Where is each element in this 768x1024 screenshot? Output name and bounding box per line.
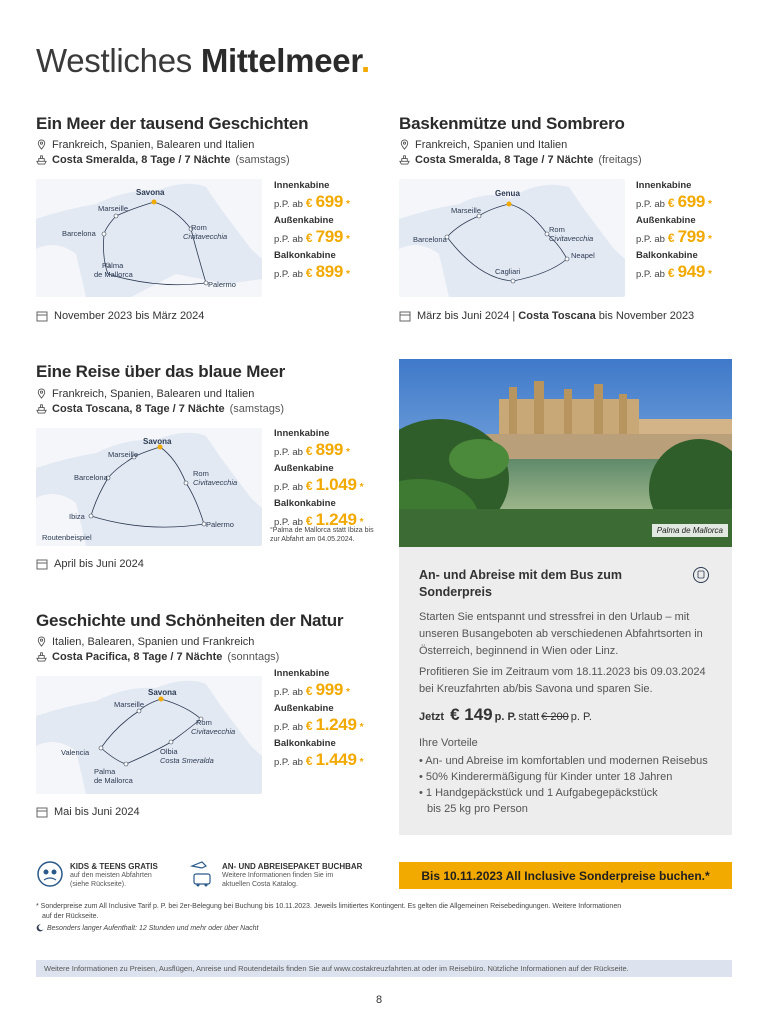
cabin-label: Außenkabine xyxy=(274,463,334,474)
cruise-1-date xyxy=(36,310,204,322)
cruise-4-title: Geschichte und Schönheiten der Natur xyxy=(36,611,344,630)
cruise-2-date xyxy=(399,310,694,322)
port-label: de Mallorca xyxy=(94,270,133,279)
bus-title: An- und Abreise mit dem Bus zum Sonderpreis xyxy=(419,568,623,599)
price-row xyxy=(636,262,712,280)
port-label: Marseille xyxy=(108,450,139,459)
cruise-4-region xyxy=(36,634,254,649)
plane-bus-icon xyxy=(188,858,216,890)
cruise-4-map xyxy=(36,676,262,794)
region-text: Frankreich, Spanien und Italien xyxy=(415,138,568,151)
palma-photo xyxy=(399,359,732,547)
now-pp: p. P. xyxy=(494,711,517,723)
travel-pkg-text-1: Weitere Informationen finden Sie im xyxy=(222,872,334,879)
weekday-text: (freitags) xyxy=(598,153,642,166)
bus-glyph-icon xyxy=(697,570,705,580)
currency: € xyxy=(667,266,675,280)
cruise-4-ship xyxy=(36,649,279,664)
cruise-1-title: Ein Meer der tausend Geschichten xyxy=(36,114,309,133)
port-label: Savona xyxy=(143,437,172,446)
travel-pkg-text-2: aktuellen Costa Katalog. xyxy=(222,881,298,888)
book-now-button[interactable]: Bis 10.11.2023 All Inclusive Sonderpreise buchen.* xyxy=(399,862,732,889)
region-text: Frankreich, Spanien, Balearen und Italien xyxy=(52,138,255,151)
cabin-label: Balkonkabine xyxy=(274,738,336,749)
weekday-text: (samstags) xyxy=(229,402,285,415)
date-text: November 2023 bis März 2024 xyxy=(54,310,205,322)
pp-label: p.P. ab xyxy=(274,199,303,210)
photo-caption: Palma de Mallorca xyxy=(652,524,728,537)
cathedral-image xyxy=(399,359,732,547)
asterisk: * xyxy=(708,199,712,210)
old-pp: p. P. xyxy=(570,711,592,723)
currency: € xyxy=(305,266,313,280)
cruise-3-note: °Palma de Mallorca statt Ibiza bis zur Abfahrt am 04.05.2024. xyxy=(270,527,374,543)
port-label: Palermo xyxy=(206,520,234,529)
asterisk: * xyxy=(359,517,364,528)
weekday-text: (samstags) xyxy=(235,153,290,166)
ship-text: Costa Smeralda, 8 Tage / 7 Nächte xyxy=(415,153,594,166)
price-row xyxy=(274,750,364,768)
adv-title: Ihre Vorteile xyxy=(419,737,478,749)
port-label: Civitavecchia xyxy=(191,727,236,736)
price-value: 699 xyxy=(677,192,706,211)
price-row xyxy=(274,262,350,280)
asterisk: * xyxy=(346,687,350,698)
port-label: Barcelona xyxy=(74,473,108,482)
price-value: 1.249 xyxy=(315,715,357,734)
price-row xyxy=(636,227,712,245)
date-text: Mai bis Juni 2024 xyxy=(54,806,140,818)
bus-paragraph-1: Starten Sie entspannt und stressfrei in den Urlaub – mit unseren Busangeboten ab verschiedenen Abfahrtsorten in Österreich, beginnend in Wien oder Linz. xyxy=(419,611,703,657)
port-label: Savona xyxy=(136,188,165,197)
price-value: 899 xyxy=(315,262,344,281)
cruise-3-title: Eine Reise über das blaue Meer xyxy=(36,362,286,381)
currency: € xyxy=(305,444,313,458)
port-label: de Mallorca xyxy=(94,776,133,785)
cabin-label: Innenkabine xyxy=(274,428,330,439)
currency: € xyxy=(305,684,313,698)
port-label: Palma xyxy=(94,767,116,776)
route-map-2 xyxy=(399,179,625,297)
pp-label: p.P. ab xyxy=(274,482,303,493)
port-label: Rom xyxy=(193,469,209,478)
date-part: bis November 2023 xyxy=(595,310,695,322)
pp-label: p.P. ab xyxy=(636,269,665,280)
footnote-2 xyxy=(36,924,258,932)
cabin-label: Balkonkabine xyxy=(274,498,336,509)
bus-info-box xyxy=(399,547,732,835)
calendar-icon xyxy=(399,310,411,322)
moon-icon xyxy=(36,924,44,932)
calendar-icon xyxy=(36,558,48,570)
price-value: 899 xyxy=(315,440,344,459)
kids-title: KIDS & TEENS GRATIS xyxy=(70,862,158,871)
location-pin-icon xyxy=(399,139,410,150)
price-row xyxy=(274,440,364,458)
price-row xyxy=(636,192,712,210)
price-row xyxy=(274,475,364,493)
asterisk: * xyxy=(359,722,364,733)
title-light: Westliches xyxy=(36,42,201,79)
port-label: Marseille xyxy=(451,206,482,215)
cruise-2-region xyxy=(399,137,567,152)
adv-item: • 50% Kinderermäßigung für Kinder unter 18 Jahren xyxy=(419,771,673,783)
ship-icon xyxy=(36,154,47,165)
cruise-2-ship xyxy=(399,152,642,167)
price-value: 699 xyxy=(315,192,344,211)
cabin-label: Außenkabine xyxy=(274,703,334,714)
asterisk: * xyxy=(708,234,712,245)
date-text xyxy=(417,310,694,322)
location-pin-icon xyxy=(36,388,47,399)
page-title xyxy=(36,42,370,80)
travel-package-info xyxy=(188,858,388,894)
cruise-1-map xyxy=(36,179,262,297)
title-bold: Mittelmeer xyxy=(200,42,362,79)
cabin-label: Innenkabine xyxy=(274,668,330,679)
price-row xyxy=(274,510,364,528)
port-label: Olbia xyxy=(160,747,178,756)
kids-text-2: (siehe Rückseite). xyxy=(70,881,127,888)
currency: € xyxy=(305,196,313,210)
port-label: Civitavecchia xyxy=(549,234,594,243)
map-caption: Routenbeispiel xyxy=(42,533,92,542)
location-pin-icon xyxy=(36,139,47,150)
route-map-3 xyxy=(36,428,262,546)
cruise-3-prices xyxy=(274,428,364,533)
region-text: Italien, Balearen, Spanien und Frankreich xyxy=(52,635,255,648)
cruise-3-map xyxy=(36,428,262,546)
pp-label: p.P. ab xyxy=(274,687,303,698)
port-label: Neapel xyxy=(571,251,595,260)
adv-list xyxy=(419,753,708,817)
price-value: 1.449 xyxy=(315,750,357,769)
cabin-label: Innenkabine xyxy=(274,180,330,191)
cruise-4-date xyxy=(36,806,140,818)
port-label: Valencia xyxy=(61,748,90,757)
price-row xyxy=(274,192,350,210)
currency: € xyxy=(305,479,313,493)
ship-text: Costa Toscana, 8 Tage / 7 Nächte xyxy=(52,402,225,415)
currency: € xyxy=(667,231,675,245)
now-label: Jetzt xyxy=(419,711,445,723)
port-label: Palma xyxy=(102,261,124,270)
date-ship: Costa Toscana xyxy=(518,310,596,322)
ship-text: Costa Smeralda, 8 Tage / 7 Nächte xyxy=(52,153,231,166)
port-label: Barcelona xyxy=(413,235,447,244)
adv-item: • 1 Handgepäckstück und 1 Aufgabegepäckstück xyxy=(419,787,658,799)
cruise-2-map xyxy=(399,179,625,297)
cabin-label: Balkonkabine xyxy=(274,250,336,261)
ship-icon xyxy=(36,651,47,662)
region-text: Frankreich, Spanien, Balearen und Italien xyxy=(52,387,255,400)
ship-icon xyxy=(399,154,410,165)
port-label: Genua xyxy=(495,189,520,198)
cruise-1-prices xyxy=(274,180,350,285)
calendar-icon xyxy=(36,806,48,818)
bus-paragraph-2: Profitieren Sie im Zeitraum vom 18.11.2023 bis 09.03.2024 bei Kreuzfahrten ab/bis Savona und sparen Sie. xyxy=(419,666,706,695)
kids-text-1: auf den meisten Abfahrten xyxy=(70,872,152,879)
cruise-3-ship xyxy=(36,401,284,416)
footnote-2-text: Besonders langer Aufenthalt: 12 Stunden und mehr oder über Nacht xyxy=(47,924,259,932)
pp-label: p.P. ab xyxy=(274,722,303,733)
pp-label: p.P. ab xyxy=(274,234,303,245)
route-map-4 xyxy=(36,676,262,794)
asterisk: * xyxy=(708,269,712,280)
price-value: 1.049 xyxy=(315,475,357,494)
port-label: Marseille xyxy=(114,700,145,709)
ship-icon xyxy=(36,403,47,414)
port-label: Rom xyxy=(196,718,212,727)
date-part: März bis Juni 2024 | xyxy=(417,310,519,322)
asterisk: * xyxy=(346,269,350,280)
price-value: 799 xyxy=(677,227,706,246)
price-value: 1.249 xyxy=(315,510,357,529)
port-label: Costa Smeralda xyxy=(160,756,214,765)
asterisk: * xyxy=(346,199,350,210)
asterisk: * xyxy=(359,482,364,493)
port-label: Cagliari xyxy=(495,267,521,276)
port-label: Civitavecchia xyxy=(183,232,228,241)
weekday-text: (sonntags) xyxy=(227,650,280,663)
cruise-1-region xyxy=(36,137,254,152)
currency: € xyxy=(667,196,675,210)
price-row xyxy=(274,680,364,698)
currency: € xyxy=(305,719,313,733)
port-label: Barcelona xyxy=(62,229,96,238)
kids-info xyxy=(36,858,186,894)
kids-icon xyxy=(36,860,64,888)
cruise-1-ship xyxy=(36,152,290,167)
adv-item: bis 25 kg pro Person xyxy=(427,803,528,815)
footnote-line: auf der Rückseite. xyxy=(42,912,99,920)
pp-label: p.P. ab xyxy=(274,269,303,280)
port-label: Civitavecchia xyxy=(193,478,238,487)
cruise-2-title: Baskenmütze und Sombrero xyxy=(399,114,625,133)
cabin-label: Außenkabine xyxy=(274,215,334,226)
port-label: Palermo xyxy=(208,280,236,289)
ship-text: Costa Pacifica, 8 Tage / 7 Nächte xyxy=(52,650,223,663)
cruise-4-prices xyxy=(274,668,364,773)
cruise-3-region xyxy=(36,386,254,401)
asterisk: * xyxy=(346,234,350,245)
asterisk: * xyxy=(359,757,364,768)
pp-label: p.P. ab xyxy=(274,757,303,768)
port-label: Ibiza xyxy=(69,512,85,521)
footnote-line: * Sonderpreise zum All Inclusive Tarif p. P. bei 2er-Belegung bei Buchung bis 10.11.2023. Jeweils limitiertes Kontingent. Es gelten die Allgemeinen Reisebedingungen. Weitere Informationen xyxy=(36,903,622,910)
cruise-2-prices xyxy=(636,180,712,285)
price-value: 999 xyxy=(315,680,344,699)
bus-icon xyxy=(693,567,709,583)
footnote-1 xyxy=(36,902,736,921)
adv-item: • An- und Abreise im komfortablen und modernen Reisebus xyxy=(419,755,708,767)
title-dot: . xyxy=(361,42,370,79)
cabin-label: Innenkabine xyxy=(636,180,692,191)
port-label: Rom xyxy=(549,225,565,234)
asterisk: * xyxy=(346,447,350,458)
price-value: 799 xyxy=(315,227,344,246)
cruise-3-date xyxy=(36,558,144,570)
calendar-icon xyxy=(36,310,48,322)
page-number: 8 xyxy=(376,994,383,1006)
port-label: Rom xyxy=(191,223,207,232)
currency: € xyxy=(305,231,313,245)
location-pin-icon xyxy=(36,636,47,647)
now-price: € 149 xyxy=(450,705,493,724)
pp-label: p.P. ab xyxy=(636,199,665,210)
port-label: Marseille xyxy=(98,204,129,213)
travel-pkg-title: AN- UND ABREISEPAKET BUCHBAR xyxy=(222,862,363,871)
instead-label: statt xyxy=(518,711,540,723)
cabin-label: Außenkabine xyxy=(636,215,696,226)
port-label: Savona xyxy=(148,688,177,697)
old-price: € 200 xyxy=(541,711,569,723)
date-text: April bis Juni 2024 xyxy=(54,558,144,570)
pp-label: p.P. ab xyxy=(274,447,303,458)
bottom-info-bar: Weitere Informationen zu Preisen, Ausflügen, Anreise und Routendetails finden Sie auf www.costakreuzfahrten.at oder im Reisebüro. Nützliche Informationen auf der Rückseite. xyxy=(36,960,732,977)
bus-price xyxy=(419,705,592,725)
currency: € xyxy=(305,514,313,528)
price-value: 949 xyxy=(677,262,706,281)
price-row xyxy=(274,227,350,245)
price-row xyxy=(274,715,364,733)
currency: € xyxy=(305,754,313,768)
pp-label: p.P. ab xyxy=(274,517,303,528)
route-map-1 xyxy=(36,179,262,297)
pp-label: p.P. ab xyxy=(636,234,665,245)
cabin-label: Balkonkabine xyxy=(636,250,698,261)
